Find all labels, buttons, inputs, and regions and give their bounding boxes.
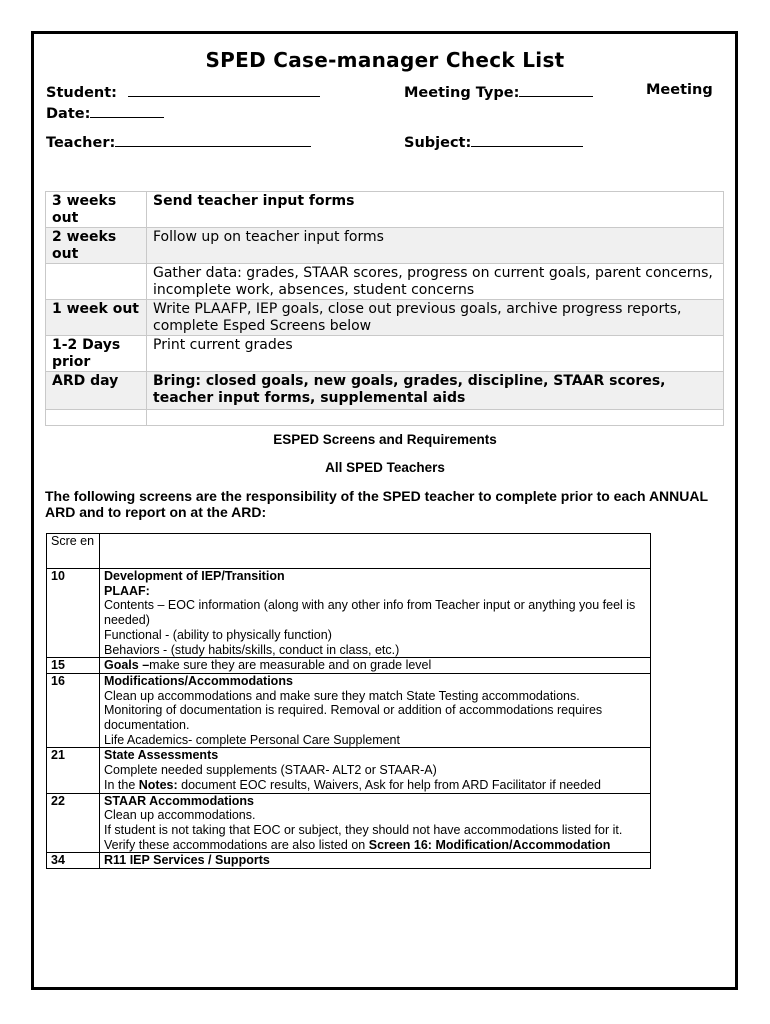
date-label: Date: — [46, 106, 91, 122]
timeline-table — [45, 191, 724, 426]
screen-title: STAAR Accommodations — [104, 793, 255, 808]
screen-line: Behaviors - (study habits/skills, conduct in class, etc.) — [104, 642, 400, 657]
screen-line: If student is not taking that EOC or subject, they should not have accommodations listed for it. — [104, 822, 623, 837]
screen-row-34 — [47, 853, 651, 869]
screen-row-10 — [47, 569, 651, 658]
student-field — [46, 82, 320, 101]
screen-number: 34 — [47, 853, 100, 869]
screen-line: Clean up accommodations and make sure they match State Testing accommodations. — [104, 688, 580, 703]
timeline-task: Send teacher input forms — [147, 192, 724, 228]
date-field — [46, 103, 164, 122]
timeline-row — [46, 336, 724, 372]
screen-number: 22 — [47, 793, 100, 853]
timeline-row — [46, 228, 724, 264]
student-blank[interactable] — [128, 82, 320, 97]
screen-reference: Screen 16: Modification/Accommodation — [368, 837, 611, 852]
timeline-task: Follow up on teacher input forms — [147, 228, 724, 264]
meeting-type-blank[interactable] — [519, 82, 593, 97]
screen-line: Clean up accommodations. — [104, 808, 256, 823]
esped-intro: The following screens are the responsibility of the SPED teacher to complete prior to each ANNUAL ARD and to report on at the ARD: — [45, 488, 708, 520]
screen-number: 10 — [47, 569, 100, 658]
timeline-when: 2 weeks out — [46, 228, 147, 264]
screen-details — [100, 569, 651, 658]
timeline-when: 3 weeks out — [46, 192, 147, 228]
timeline-when — [46, 264, 147, 300]
date-blank[interactable] — [90, 103, 164, 118]
screen-row-16 — [47, 673, 651, 748]
screen-title: Development of IEP/Transition — [104, 569, 285, 583]
screen-subtitle: PLAAF: — [104, 583, 150, 598]
timeline-when: 1 week out — [46, 300, 147, 336]
screen-line: Monitoring of documentation is required. Removal or addition of accommodations requires documentation. — [104, 703, 603, 733]
screen-row-21 — [47, 748, 651, 793]
subject-blank[interactable] — [471, 132, 583, 147]
timeline-task: Gather data: grades, STAAR scores, progress on current goals, parent concerns, incomplete work, absences, student concerns — [147, 264, 724, 300]
esped-subheading: All SPED Teachers — [325, 460, 445, 475]
timeline-row — [46, 300, 724, 336]
screen-title: Modifications/Accommodations — [104, 673, 293, 688]
screen-details — [100, 853, 651, 869]
screen-line: Contents – EOC information (along with any other info from Teacher input or anything you feel is needed) — [104, 598, 636, 628]
teacher-field — [46, 132, 311, 151]
screen-line: make sure they are measurable and on grade level — [149, 658, 432, 673]
timeline-row — [46, 372, 724, 410]
screen-details — [100, 748, 651, 793]
screen-line-pre: In the — [104, 777, 139, 792]
timeline-task: Print current grades — [147, 336, 724, 372]
subject-label: Subject: — [404, 135, 472, 151]
screens-header-row — [47, 534, 651, 569]
screen-number: 21 — [47, 748, 100, 793]
screen-col-blank — [100, 534, 651, 569]
screen-row-22 — [47, 793, 651, 853]
screen-details — [100, 793, 651, 853]
timeline-when — [46, 410, 147, 426]
screen-number: 15 — [47, 658, 100, 674]
screen-line-post: document EOC results, Waivers, Ask for help from ARD Facilitator if needed — [177, 777, 601, 792]
timeline-row — [46, 410, 724, 426]
timeline-when: 1-2 Days prior — [46, 336, 147, 372]
screen-details — [100, 673, 651, 748]
teacher-label: Teacher: — [46, 135, 116, 151]
student-label: Student: — [46, 85, 117, 101]
teacher-blank[interactable] — [115, 132, 311, 147]
esped-heading: ESPED Screens and Requirements — [273, 432, 497, 447]
screen-col-header: Scre en — [47, 534, 100, 569]
screen-details — [100, 658, 651, 674]
timeline-when: ARD day — [46, 372, 147, 410]
timeline-row — [46, 264, 724, 300]
screen-title: State Assessments — [104, 748, 219, 763]
screen-line: Life Academics- complete Personal Care Supplement — [104, 732, 400, 747]
meeting-label: Meeting — [646, 82, 713, 98]
timeline-task — [147, 410, 724, 426]
screen-line — [104, 778, 646, 793]
screen-number: 16 — [47, 673, 100, 748]
timeline-row — [46, 192, 724, 228]
timeline-task: Write PLAAFP, IEP goals, close out previous goals, archive progress reports, complete Esped Screens below — [147, 300, 724, 336]
screen-line — [104, 838, 646, 853]
timeline-task: Bring: closed goals, new goals, grades, discipline, STAAR scores, teacher input forms, supplemental aids — [147, 372, 724, 410]
meeting-type-label: Meeting Type: — [404, 85, 520, 101]
meeting-type-field — [404, 82, 593, 101]
screen-line: Functional - (ability to physically function) — [104, 627, 332, 642]
subject-field — [404, 132, 583, 151]
page-title: SPED Case-manager Check List — [205, 48, 565, 72]
screen-row-15 — [47, 658, 651, 674]
notes-label: Notes: — [138, 777, 178, 792]
screens-table — [46, 533, 651, 869]
screen-line-pre: Verify these accommodations are also listed on — [104, 837, 369, 852]
screen-line: Complete needed supplements (STAAR- ALT2 or STAAR-A) — [104, 763, 437, 778]
screen-title: R11 IEP Services / Supports — [104, 853, 270, 868]
screen-title: Goals – — [104, 658, 150, 673]
